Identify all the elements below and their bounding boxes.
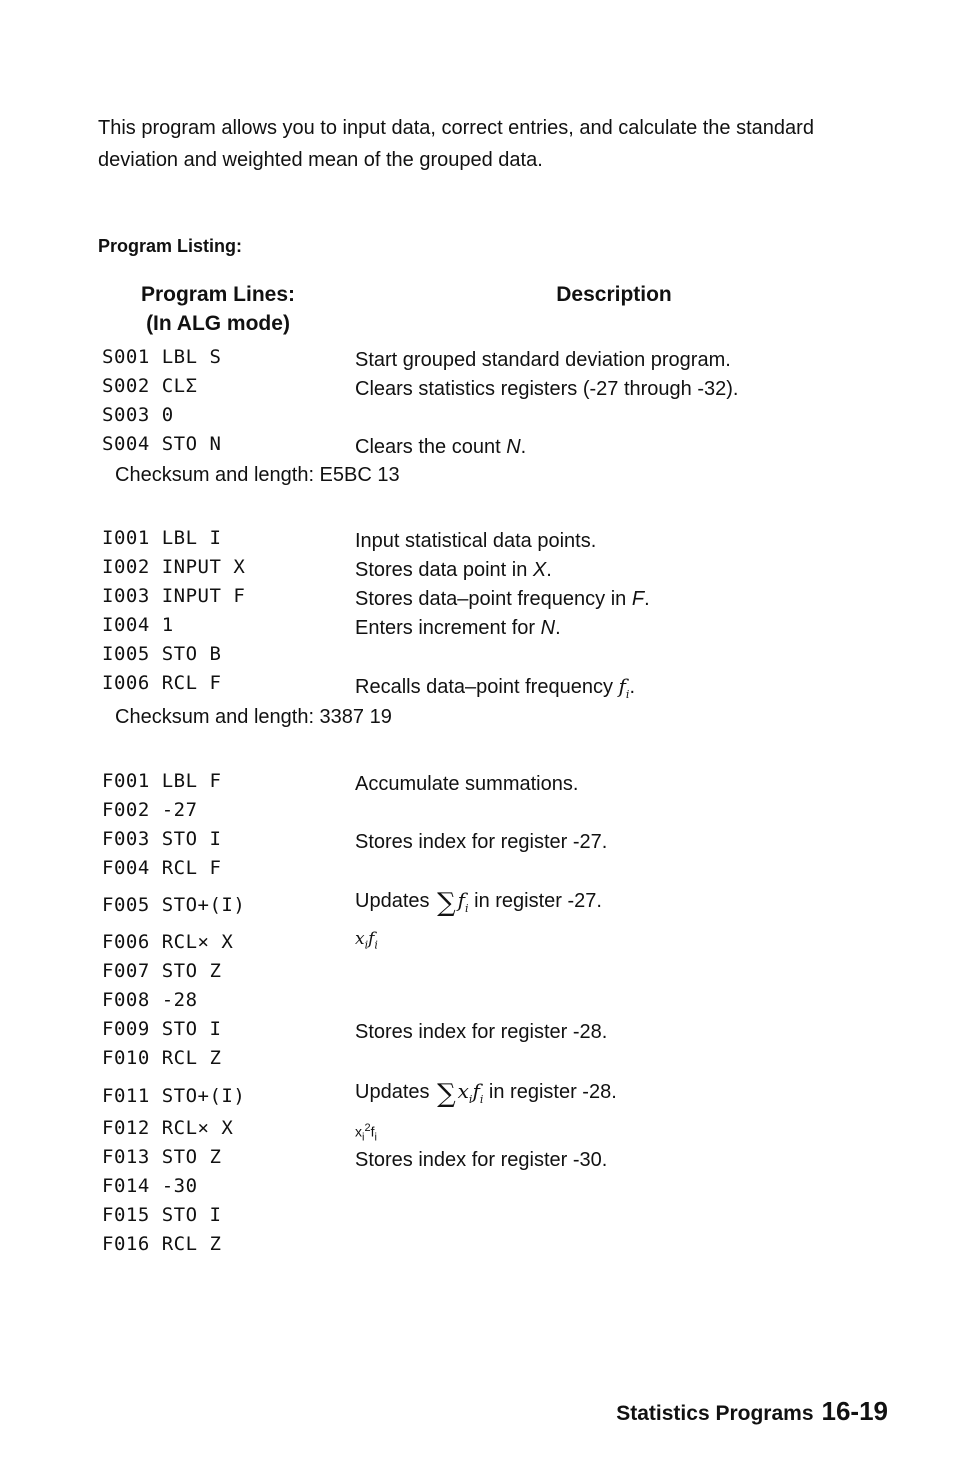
- desc-line-f011: Updates ∑ $x_if_i$ in register -28.: [355, 1079, 617, 1109]
- code-line-f011: F011 STO+(I): [102, 1085, 246, 1107]
- code-line-f005: F005 STO+(I): [102, 894, 246, 916]
- code-line-s004: S004 STO N: [102, 433, 222, 455]
- code-line-f003: F003 STO I: [102, 828, 222, 850]
- desc-line-f009: Stores index for register -28.: [355, 1021, 608, 1043]
- annotation-xi2-fi: $x_i^2f_i$: [355, 1122, 377, 1144]
- annotation-xi-fi: $x_if_i$: [355, 929, 378, 952]
- desc-line-i006: Recalls data–point frequency $f_i$.: [355, 674, 635, 701]
- code-line-s001: S001 LBL S: [102, 346, 222, 368]
- code-line-f012: F012 RCL× X: [102, 1117, 234, 1139]
- code-line-f001: F001 LBL F: [102, 770, 222, 792]
- footer-section-title: Statistics Programs: [616, 1402, 814, 1425]
- code-line-i004: I004 1: [102, 614, 174, 636]
- code-line-f006: F006 RCL× X: [102, 931, 234, 953]
- code-line-s003: S003 0: [102, 404, 174, 426]
- code-line-f010: F010 RCL Z: [102, 1047, 222, 1069]
- code-line-f016: F016 RCL Z: [102, 1233, 222, 1255]
- code-line-f004: F004 RCL F: [102, 857, 222, 879]
- page-number: 16-19: [821, 1396, 888, 1426]
- code-line-f008: F008 -28: [102, 989, 198, 1011]
- program-listing-heading: Program Listing:: [98, 236, 243, 256]
- desc-line-i003: Stores data–point frequency in F.: [355, 588, 650, 610]
- code-line-i006: I006 RCL F: [102, 672, 222, 694]
- desc-line-i004: Enters increment for N.: [355, 617, 561, 639]
- code-line-i003: I003 INPUT F: [102, 585, 246, 607]
- desc-line-f003: Stores index for register -27.: [355, 831, 608, 853]
- code-line-i005: I005 STO B: [102, 643, 222, 665]
- checksum-i: Checksum and length: 3387 19: [115, 706, 392, 728]
- desc-line-i002: Stores data point in X.: [355, 559, 552, 581]
- desc-line-i001: Input statistical data points.: [355, 530, 597, 552]
- code-line-f013: F013 STO Z: [102, 1146, 222, 1168]
- code-line-i002: I002 INPUT X: [102, 556, 246, 578]
- desc-line-f005: Updates ∑ $f_i$ in register -27.: [355, 888, 602, 918]
- desc-line-s004: Clears the count N.: [355, 436, 527, 458]
- code-line-f007: F007 STO Z: [102, 960, 222, 982]
- desc-line-s002: Clears statistics registers (-27 through -32).: [355, 378, 739, 400]
- desc-line-f013: Stores index for register -30.: [355, 1149, 608, 1171]
- description-column-header: Description: [556, 283, 672, 306]
- alg-mode-label: (In ALG mode): [146, 312, 290, 335]
- code-line-f009: F009 STO I: [102, 1018, 222, 1040]
- program-lines-label: Program Lines:: [140, 283, 296, 306]
- code-line-f014: F014 -30: [102, 1175, 198, 1197]
- desc-line-f001: Accumulate summations.: [355, 773, 579, 795]
- intro-paragraph: This program allows you to input data, correct entries, and calculate the standard deviation and weighted mean of the grouped data.: [98, 117, 814, 171]
- desc-line-s001: Start grouped standard deviation program.: [355, 349, 731, 371]
- code-line-i001: I001 LBL I: [102, 527, 222, 549]
- summation-icon: ∑: [437, 1079, 456, 1109]
- code-line-s002: S002 CLΣ: [102, 375, 198, 397]
- summation-icon: ∑: [437, 888, 456, 918]
- code-line-f002: F002 -27: [102, 799, 198, 821]
- page-footer: [616, 1396, 888, 1427]
- checksum-s: Checksum and length: E5BC 13: [115, 464, 400, 486]
- code-line-f015: F015 STO I: [102, 1204, 222, 1226]
- program-lines-column-header: [118, 280, 318, 338]
